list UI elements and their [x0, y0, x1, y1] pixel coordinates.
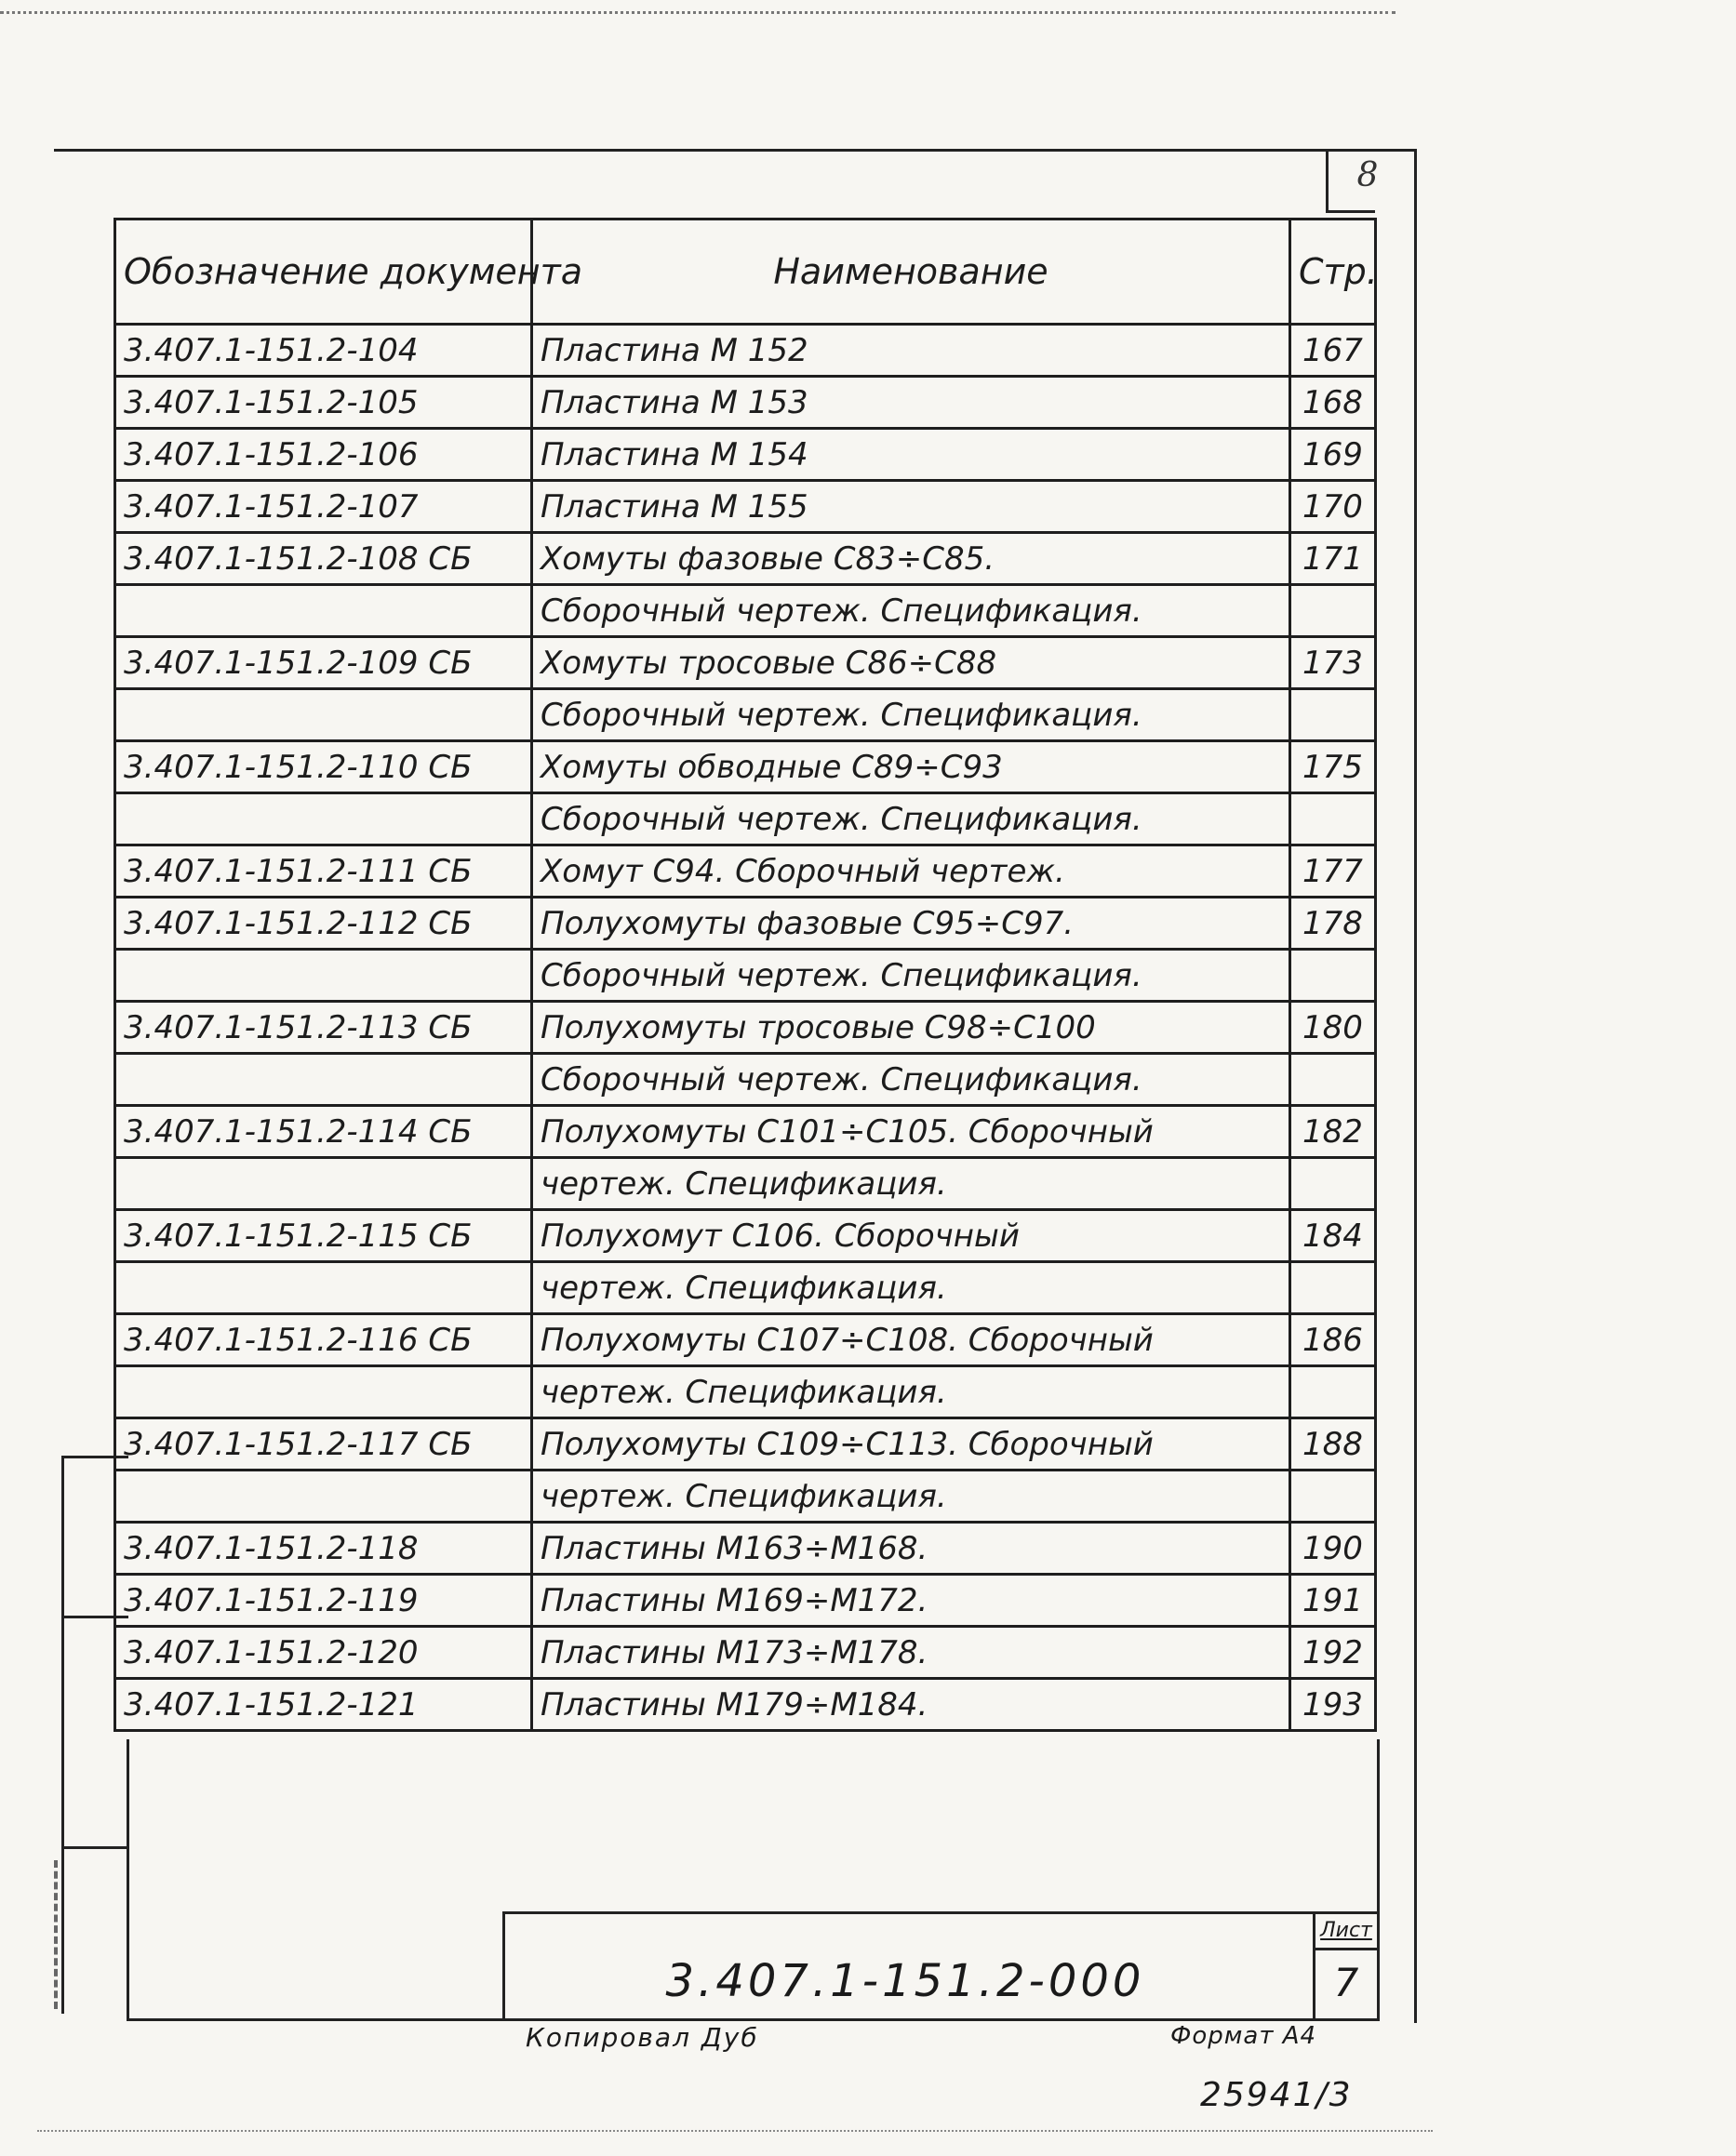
cell-name: Полухомуты С109÷С113. Сборочный — [532, 1418, 1290, 1471]
cell-designation: 3.407.1-151.2-121 — [115, 1679, 532, 1731]
cell-designation: 3.407.1-151.2-119 — [115, 1575, 532, 1627]
cell-page — [1290, 689, 1376, 741]
header-name: Наименование — [532, 220, 1290, 325]
sheet-label: Лист — [1315, 1914, 1377, 1950]
cell-name: Хомут С94. Сборочный чертеж. — [532, 845, 1290, 898]
cell-name: Хомуты обводные С89÷С93 — [532, 741, 1290, 793]
cell-page — [1290, 950, 1376, 1002]
table-row — [115, 1575, 1376, 1627]
cell-name: Пластина М 153 — [532, 377, 1290, 429]
cell-designation — [115, 1366, 532, 1418]
cell-name: чертеж. Спецификация. — [532, 1471, 1290, 1523]
cell-name: Пластины М163÷М168. — [532, 1523, 1290, 1575]
table-row — [115, 1002, 1376, 1054]
document-code: 3.407.1-151.2-000 — [665, 1955, 1145, 2007]
cell-page — [1290, 1366, 1376, 1418]
table-row — [115, 585, 1376, 637]
cell-page: 178 — [1290, 898, 1376, 950]
cell-designation — [115, 689, 532, 741]
cell-page: 186 — [1290, 1314, 1376, 1366]
cell-designation — [115, 585, 532, 637]
cell-page: 184 — [1290, 1210, 1376, 1262]
cell-designation: 3.407.1-151.2-105 — [115, 377, 532, 429]
table-row — [115, 1106, 1376, 1158]
cell-page: 192 — [1290, 1627, 1376, 1679]
cell-name: Пластина М 155 — [532, 481, 1290, 533]
table-row — [115, 1262, 1376, 1314]
scan-edge-top — [0, 11, 1395, 14]
cell-designation: 3.407.1-151.2-112 СБ — [115, 898, 532, 950]
document-list-table — [114, 218, 1377, 1732]
paper-format: Формат А4 — [1170, 2022, 1317, 2050]
cell-page — [1290, 1471, 1376, 1523]
cell-name: чертеж. Спецификация. — [532, 1158, 1290, 1210]
cell-name: Полухомут С106. Сборочный — [532, 1210, 1290, 1262]
cell-name: Сборочный чертеж. Спецификация. — [532, 585, 1290, 637]
sheet-number: 7 — [1333, 1960, 1359, 2005]
cell-designation: 3.407.1-151.2-104 — [115, 325, 532, 377]
cell-designation: 3.407.1-151.2-120 — [115, 1627, 532, 1679]
table-row — [115, 1158, 1376, 1210]
cell-designation: 3.407.1-151.2-118 — [115, 1523, 532, 1575]
cell-page: 170 — [1290, 481, 1376, 533]
cell-designation: 3.407.1-151.2-108 СБ — [115, 533, 532, 585]
cell-page — [1290, 1054, 1376, 1106]
cell-designation — [115, 1262, 532, 1314]
copied-by: Копировал Дуб — [526, 2022, 759, 2053]
cell-page: 177 — [1290, 845, 1376, 898]
cell-designation: 3.407.1-151.2-109 СБ — [115, 637, 532, 689]
cell-designation — [115, 950, 532, 1002]
cell-name: Полухомуты тросовые С98÷С100 — [532, 1002, 1290, 1054]
table-row — [115, 481, 1376, 533]
cell-designation: 3.407.1-151.2-107 — [115, 481, 532, 533]
table-row — [115, 1366, 1376, 1418]
table-row — [115, 533, 1376, 585]
table-row — [115, 1314, 1376, 1366]
table-row — [115, 325, 1376, 377]
cell-name: Пластина М 154 — [532, 429, 1290, 481]
cell-name: Хомуты фазовые С83÷С85. — [532, 533, 1290, 585]
cell-designation: 3.407.1-151.2-117 СБ — [115, 1418, 532, 1471]
cell-designation: 3.407.1-151.2-111 СБ — [115, 845, 532, 898]
table-row — [115, 1418, 1376, 1471]
cell-name: чертеж. Спецификация. — [532, 1366, 1290, 1418]
table-row — [115, 429, 1376, 481]
cell-page: 173 — [1290, 637, 1376, 689]
cell-designation: 3.407.1-151.2-114 СБ — [115, 1106, 532, 1158]
cell-designation — [115, 1471, 532, 1523]
cell-name: Пластины М179÷М184. — [532, 1679, 1290, 1731]
table-header-row — [115, 220, 1376, 325]
table-row — [115, 845, 1376, 898]
cell-name: Сборочный чертеж. Спецификация. — [532, 950, 1290, 1002]
table-row — [115, 1054, 1376, 1106]
table-row — [115, 1210, 1376, 1262]
table-body — [115, 325, 1376, 1731]
cell-page: 171 — [1290, 533, 1376, 585]
cell-name: Хомуты тросовые С86÷С88 — [532, 637, 1290, 689]
table-row — [115, 898, 1376, 950]
table-row — [115, 950, 1376, 1002]
cell-name: Сборочный чертеж. Спецификация. — [532, 1054, 1290, 1106]
cell-page — [1290, 1262, 1376, 1314]
cell-page: 167 — [1290, 325, 1376, 377]
cell-page — [1290, 585, 1376, 637]
table-row — [115, 1471, 1376, 1523]
header-page: Стр. — [1290, 220, 1376, 325]
cell-name: Пластины М173÷М178. — [532, 1627, 1290, 1679]
cell-name: Сборочный чертеж. Спецификация. — [532, 793, 1290, 845]
cell-designation — [115, 793, 532, 845]
margin-divider — [61, 1846, 128, 1849]
cell-name: Пластины М169÷М172. — [532, 1575, 1290, 1627]
cell-page — [1290, 1158, 1376, 1210]
cell-designation — [115, 1158, 532, 1210]
cell-name: Полухомуты С107÷С108. Сборочный — [532, 1314, 1290, 1366]
cell-name: Полухомуты фазовые С95÷С97. — [532, 898, 1290, 950]
cell-designation: 3.407.1-151.2-115 СБ — [115, 1210, 532, 1262]
cell-page: 168 — [1290, 377, 1376, 429]
cell-designation: 3.407.1-151.2-116 СБ — [115, 1314, 532, 1366]
cell-name: чертеж. Спецификация. — [532, 1262, 1290, 1314]
table-row — [115, 377, 1376, 429]
table-row — [115, 1679, 1376, 1731]
sheet-cell — [1313, 1914, 1377, 2021]
cell-page: 190 — [1290, 1523, 1376, 1575]
table-row — [115, 1523, 1376, 1575]
table-row — [115, 637, 1376, 689]
cell-page: 180 — [1290, 1002, 1376, 1054]
table-row — [115, 689, 1376, 741]
corner-sheet-number: 8 — [1356, 156, 1379, 194]
cell-name: Пластина М 152 — [532, 325, 1290, 377]
cell-page: 182 — [1290, 1106, 1376, 1158]
table-row — [115, 741, 1376, 793]
cell-page: 169 — [1290, 429, 1376, 481]
cell-designation — [115, 1054, 532, 1106]
header-designation: Обозначение документа — [115, 220, 532, 325]
cell-designation: 3.407.1-151.2-110 СБ — [115, 741, 532, 793]
cell-page: 191 — [1290, 1575, 1376, 1627]
table-row — [115, 1627, 1376, 1679]
cell-page — [1290, 793, 1376, 845]
cell-page: 193 — [1290, 1679, 1376, 1731]
scan-edge-bottom — [37, 2130, 1433, 2132]
cell-name: Сборочный чертеж. Спецификация. — [532, 689, 1290, 741]
cell-designation: 3.407.1-151.2-113 СБ — [115, 1002, 532, 1054]
cell-name: Полухомуты С101÷С105. Сборочный — [532, 1106, 1290, 1158]
archive-number: 25941/3 — [1200, 2076, 1353, 2114]
table-row — [115, 793, 1376, 845]
cell-page: 175 — [1290, 741, 1376, 793]
cell-page: 188 — [1290, 1418, 1376, 1471]
cell-designation: 3.407.1-151.2-106 — [115, 429, 532, 481]
margin-marks — [54, 1860, 67, 2009]
title-block — [502, 1911, 1380, 2021]
